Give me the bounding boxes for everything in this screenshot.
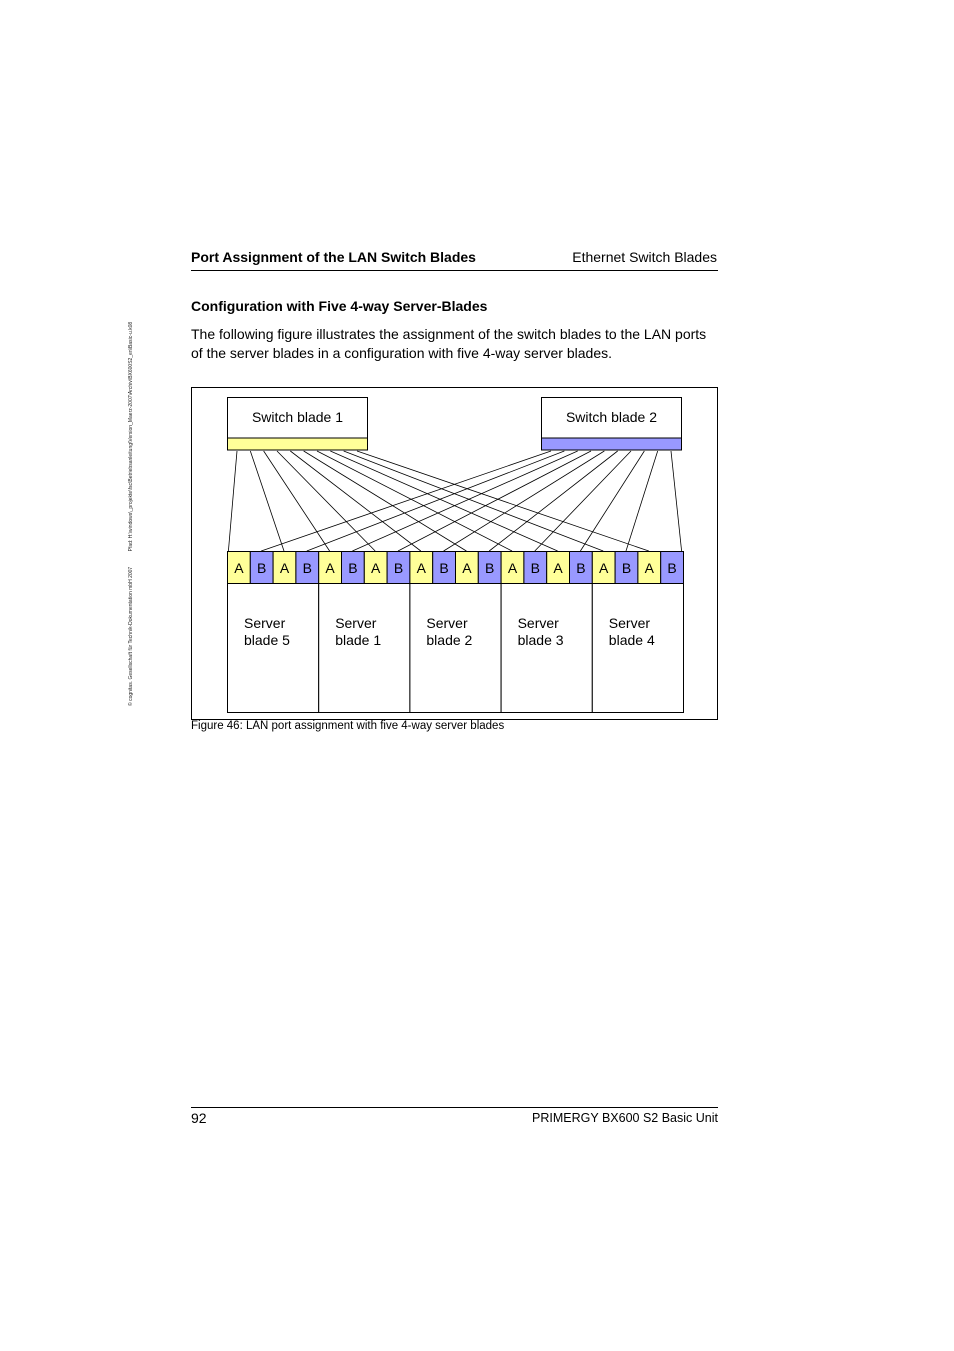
port-label: B: [393, 560, 404, 576]
server-blade-label: blade 4: [608, 632, 655, 648]
header-rule: [191, 270, 718, 271]
wire-switch1: [264, 451, 330, 551]
port-label: A: [416, 560, 426, 576]
port-assignment-diagram: [191, 387, 718, 720]
server-blade-label: blade 2: [426, 632, 473, 648]
wire-switch1: [277, 451, 375, 551]
intro-paragraph: The following figure illustrates the assignment of the switch blades to the LAN ports of the server blades in a configuration with five 4-way server blades.: [191, 326, 707, 361]
switch-blade-1-label: Switch blade 1: [251, 409, 344, 425]
port-label: A: [507, 560, 518, 576]
connection-lines: [228, 451, 681, 551]
port-label: A: [644, 560, 654, 576]
server-blade-label: Server: [608, 615, 651, 631]
server-blade-label: blade 1: [335, 632, 382, 648]
server-blade-label: Server: [244, 615, 286, 631]
wire-switch2: [261, 451, 551, 551]
wire-switch1: [228, 451, 237, 551]
port-label: B: [439, 560, 449, 576]
server-blade-label: Server: [335, 615, 377, 631]
wire-switch1: [344, 451, 604, 551]
port-label: B: [257, 560, 267, 576]
port-label: B: [302, 560, 312, 576]
server-blade-label: Server: [426, 615, 468, 631]
wire-switch2: [352, 451, 577, 551]
footer-product: PRIMERGY BX600 S2 Basic Unit: [532, 1111, 718, 1125]
server-blade-box: [228, 584, 319, 713]
copyright-note: © cognitas. Gesellschaft für Technik-Dokumentation mbH 2007: [128, 566, 134, 706]
running-header-chapter: Ethernet Switch Blades: [572, 249, 717, 265]
file-path-note: Pfad: H:\windows\_projekte\fsc\Betriebsanleitung\Version_Maerz-2007\Archiv\BX600S2_en\Basic-u.k08: [128, 321, 134, 552]
port-label: B: [348, 560, 358, 576]
port-label: B: [621, 560, 632, 576]
switch-blades: [228, 398, 682, 451]
server-blade-label: blade 3: [517, 632, 564, 648]
wire-switch2: [626, 451, 658, 551]
server-blade-box: [319, 584, 410, 713]
wire-switch1: [250, 451, 284, 551]
server-blades: [228, 584, 684, 713]
figure-caption: Figure 46: LAN port assignment with five 4-way server blades: [191, 720, 505, 732]
server-blade-box: [410, 584, 501, 713]
section-title: Configuration with Five 4-way Server-Blades: [191, 298, 488, 314]
port-label: B: [667, 560, 677, 576]
server-blade-label: Server: [517, 615, 559, 631]
footer-rule: [191, 1107, 718, 1108]
wire-switch1: [304, 451, 467, 551]
wire-switch2: [398, 451, 591, 551]
switch-blade-2-bar: [542, 438, 682, 450]
port-label: B: [576, 560, 586, 576]
port-row: [228, 552, 684, 584]
port-label: A: [325, 560, 335, 576]
port-label: A: [279, 560, 290, 576]
switch-blade-2-label: Switch blade 2: [565, 409, 658, 425]
wire-switch2: [671, 451, 682, 551]
switch-blade-1-bar: [228, 438, 368, 450]
wire-switch2: [535, 451, 631, 551]
wire-switch2: [580, 451, 644, 551]
port-label: A: [553, 560, 563, 576]
server-blade-box: [501, 584, 592, 713]
server-blade-label: blade 5: [244, 632, 290, 648]
page-number: 92: [191, 1110, 207, 1126]
server-blade-box: [592, 584, 683, 713]
running-header-title: Port Assignment of the LAN Switch Blades: [191, 249, 476, 265]
figure-lan-port-assignment: [191, 387, 718, 720]
port-label: B: [485, 560, 495, 576]
port-label: A: [599, 560, 609, 576]
port-label: A: [371, 560, 381, 576]
port-label: A: [234, 560, 244, 576]
side-note: [128, 322, 134, 706]
port-label: A: [462, 560, 472, 576]
port-label: B: [530, 560, 540, 576]
